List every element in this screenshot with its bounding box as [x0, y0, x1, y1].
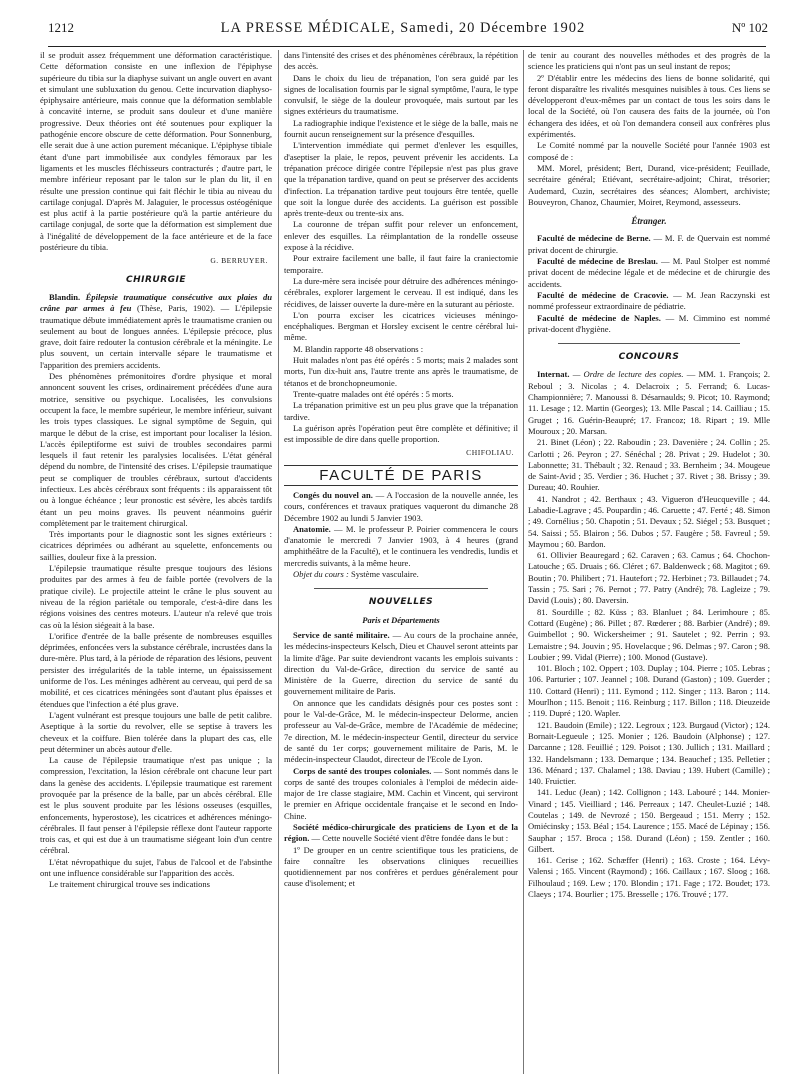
paragraph: MM. Morel, président; Bert, Durand, vice-président; Feuillade, secrétaire général; Etiévant, secrétaire-adjoint; Chirat, trésorier; Audemard, Cuzin, secrétaires des séances; Alombert, archiviste; Bouveyron, Chanoz, Chaumier, Moiret, Reymond, assesseurs.: [528, 162, 770, 207]
paragraph: dans l'intensité des crises et des phénomènes cérébraux, la répétition des accès.: [284, 50, 518, 72]
page-header: [48, 20, 768, 44]
issue-number: Nº 102: [731, 20, 768, 35]
paragraph: L'orifice d'entrée de la balle présente de nombreuses esquilles déprimées, enfoncées vers la substance cérébrale, incrustées dans la dure-mère. Plus tard, à la période de réparation des lésions, peuvent persister des irrégularités de la table interne, un épaississement uniforme de l'os. Les méninges adhèrent au cerveau, qui perd de sa mobilité, et ces cicatrices méningées sont d'autant plus épaisses et étendues que l'infection a été plus grave.: [40, 630, 272, 709]
paragraph: Le Comité nommé par la nouvelle Société pour l'année 1903 est composé de :: [528, 140, 770, 162]
ranking-list: 141. Leduc (Jean) ; 142. Collignon ; 143. Labouré ; 144. Monier-Vinard ; 145. Vieilliard ; 146. Perreaux ; 147. Cheulet-Luzié ; 148. Coutelas ; 149. de Nevrozé ; 150. Bergeaud ; 151. Merry ; 152. Omiécinsky ; 153. Béal ; 154. Laurence ; 155. Macé de Lépinay ; 156. Sauphar ; 157. Broca ; 158. Durand (Léon) ; 159. Zentler ; 160. Gilbert.: [528, 787, 770, 854]
paragraph: Des phénomènes prémonitoires d'ordre physique et moral annoncent souvent les crises, ordinairement précédées d'une aura motrice, sensitive ou psychique. Localisées, les convulsions occupent la face, le membre supérieur, le membre inférieur, suivant les trois types classiques. Le signal symptôme de Seguin, qui marque le début de la crise, est important pour localiser la lésion. L'accès épileptiforme est suivi de troubles secondaires parmi lesquels il faut retenir les paralysies localisées. L'état général dépend du nombre, de l'intensité des crises. L'épilepsie traumatique peut se compliquer de troubles cérébraux, surtout d'accidents infectieux. Les abcès cérébraux sont fréquents : ils apparaissent tôt ou à longue échéance ; leur pronostic est sévère, les abcès tardifs étant un peu moins graves. Ils peuvent néanmoins guérir complètement par le traitement chirurgical.: [40, 371, 272, 528]
notice-paragraph: [284, 822, 518, 845]
paragraph: La guérison après l'opération peut être complète et définitive; il est impossible de dire dans quelle proportion.: [284, 422, 518, 445]
column-2: [284, 50, 518, 1074]
review-paragraph: [40, 292, 272, 371]
ranking-list: 121. Baudoin (Emile) ; 122. Legroux ; 123. Burgaud (Victor) ; 124. Bornait-Legueule ; 125. Monier ; 126. Baudoin (Alphonse) ; 127. Darcanne ; 128. Feuillié ; 129. Poisot ; 130. Jullich ; 131. Maillard ; 132. Handelsmann ; 133. Demarque ; 134. Beauchef ; 135. Pelletier ; 136. Ménard ; 137. Chalamel ; 138. Daviau ; 139. Hubert (Camille) ; 140. Fruictier.: [528, 719, 770, 787]
notice-title: Faculté de médecine de Naples.: [537, 312, 661, 323]
column-3: [528, 50, 770, 1074]
divider: [558, 343, 740, 344]
notice-text: — M. Cimmino est nommé privat-docent d'hygiène.: [528, 312, 770, 334]
ranking-list: 101. Bloch ; 102. Oppert ; 103. Duplay ; 104. Pierre ; 105. Lebras ; 106. Parturier ; 107. Jeannel ; 108. Durand (Gaston) ; 109. Guerder ; 110. Cottard (Henri) ; 111. Eymond ; 112. Singer ; 113. Baron ; 114. Mourlhon ; 115. Benoit ; 116. Reinburg ; 117. Billon ; 118. Dieuzeide ; 119. Dupré ; 120. Wapler.: [528, 663, 770, 719]
column-divider: [278, 50, 279, 1074]
faculty-heading: FACULTÉ DE PARIS: [284, 465, 518, 486]
subsection-heading: Paris et Départements: [362, 614, 440, 625]
notice-title: Corps de santé des troupes coloniales.: [293, 765, 432, 776]
review-author: Blandin.: [49, 291, 81, 302]
ranking-list: 81. Sourdille ; 82. Küss ; 83. Blanluet ; 84. Lerimhoure ; 85. Cottard (Eugène) ; 86. Pillet ; 87. Rœderer ; 88. Barbier (André) ; 89. Guimbellot ; 90. Wickersheimer ; 91. Sautelet ; 92. Perrin ; 93. Lemaistre ; 94. Jouvin ; 95. Hovelacque ; 96. Delmas ; 97. Caron ; 98. Loubier ; 99. Vidal (Pierre) ; 100. Monod (Gustave).: [528, 606, 770, 662]
paragraph: il se produit assez fréquemment une déformation caractéristique. Cette déformation consiste en une inflexion de l'épiphyse supérieure du tibia sur la diaphyse suivant un angle ouvert en avant et simulant une subluxation du genou. Cette incurvation diaphyso-épiphysaire antérieure, mais connue que la déformation semblable à concavité interne, se produit sans douleur et d'une manière progressive. Deux théories ont été soutenues pour expliquer la pathogénie encore obscure de cette déformation. Pour Sonnenburg, elle serait due à une action purement mécanique. L'épiphyse tibiale étant d'une part immobilisée aux condyles fémoraux par les ligaments et les muscles fléchisseurs contracturés ; d'autre part, le membre inférieur reposant par le talon sur le plan du lit, il en résulte une pression continue qui fait fléchir le tibia au niveau du cartilage conjugal. D'après M. Jalaguier, le processus ostéogénique est plus actif à la partie postérieure qu'à la partie antérieure du cartilage conjugal, de sorte que la déformation est simplement due à l'inégalité de développement de la face antérieure et de la face postérieure du tibia.: [40, 50, 272, 253]
ranking-list: 41. Nandrot ; 42. Berthaux ; 43. Vigueron d'Heucqueville ; 44. Labadie-Lagrave ; 45. Poupardin ; 46. Caruette ; 47. Ferté ; 48. Simon ; 49. Cornélius ; 50. Chapotin ; 51. Devaux ; 52. Siégel ; 53. Busquet ; 54. Saissi ; 55. Blairon ; 56. Dubos ; 57. Faugère ; 58. Favreul ; 59. Maymou ; 60. Bardon.: [528, 493, 770, 549]
notice-paragraph: [284, 524, 518, 569]
notice-title: Faculté de médecine de Cracovie.: [537, 289, 669, 300]
paragraph: L'état névropathique du sujet, l'abus de l'alcool et de l'absinthe ont une influence considérable sur l'apparition des accès.: [40, 856, 272, 879]
journal-title: LA PRESSE MÉDICALE, Samedi, 20 Décembre 1902: [220, 20, 586, 36]
notice-text: — Sont nommés dans le corps de santé des troupes coloniales à l'emploi de médecin aide-major de 1re classe stagiaire, MM. Cachin et Vincent, qui serviront le premier en Afrique occidentale française et le second en Indo-Chine.: [284, 765, 518, 821]
notice-title: Faculté de médecine de Breslau.: [537, 256, 658, 267]
notice-paragraph: [284, 766, 518, 822]
notice-paragraph: [528, 233, 770, 256]
paragraph: La dure-mère sera incisée pour détruire des adhérences méningo-cérébrales, explorer largement le cerveau. Il est indiqué, dans les récidives, de laisser ouverte la dure-mère en la suturant au périoste.: [284, 275, 518, 309]
paragraph: Dans le choix du lieu de trépanation, l'on sera guidé par les signes de localisation fournis par le signal symptôme, l'aura, le type convulsif, le siège de la douleur provoquée, mais surtout par les signes extérieurs du traumatisme.: [284, 72, 518, 117]
ranking-list: 161. Cerise ; 162. Schæffer (Henri) ; 163. Croste ; 164. Lévy-Valensi ; 165. Vincent (Raymond) ; 166. Caillaux ; 167. Sloog ; 168. Filhoulaud ; 169. Lew ; 170. Blondin ; 171. Fage ; 172. Boudet; 173. Claeys ; 174. Bourlier ; 175. Bresselle ; 176. Trouvé ; 177.: [528, 855, 770, 900]
paragraph: La couronne de trépan suffit pour relever un enfoncement, enlever des esquilles. La réimplantation de la rondelle osseuse expose à la récidive.: [284, 219, 518, 253]
notice-text: — M. le professeur P. Poirier commencera le cours d'anatomie le mercredi 7 Janvier 1903, à 4 heures (grand amphithéâtre de la Faculté), et le continuera les vendredis, lundis et mercredis suivants, à la même heure.: [284, 523, 518, 568]
notice-paragraph: [528, 256, 770, 290]
notice-title: Faculté de médecine de Berne.: [537, 233, 651, 244]
paragraph: Huit malades n'ont pas été opérés : 5 morts; mais 2 malades sont morts, l'un dix-huit ans, l'autre trente ans après le traumatisme, de tétanos et de bronchopneumonie.: [284, 355, 518, 388]
header-rule: [48, 46, 766, 47]
author-signature: CHIFOLIAU.: [466, 448, 514, 458]
notice-text: Système vasculaire.: [350, 569, 419, 580]
notice-paragraph: [528, 369, 770, 437]
divider: [314, 588, 488, 589]
paragraph: 1º De grouper en un centre scientifique tous les praticiens, de faire connaître les observations cliniques recueillies quotidiennement par nos confrères et perdues généralement pour cause d'isolement; et: [284, 844, 518, 889]
notice-title: Anatomie.: [293, 523, 331, 534]
notice-title: Internat.: [537, 369, 570, 380]
paragraph: M. Blandin rapporte 48 observations :: [293, 343, 424, 354]
ranking-list: — MM. 1. François; 2. Reboul ; 3. Nicolas ; 4. Delacroix ; 5. Ferrand; 6. Lucas-Championnière; 7. Manoussi 8. Désarnaulds; 9. Picot; 10. Raymond; 11. Lesage ; 12. Martin (Georges); 13. Mlle Pascal ; 14. Cailliau ; 15. Gruget ; 16. Guérin-Beaupré; 17. Francoz; 18. Ripart ; 19. Mlle Mouroux ; 20. Marsan.: [528, 369, 770, 436]
paragraph: L'épilepsie traumatique résulte presque toujours des lésions produites par des armes à feu de faible portée (revolvers de la pratique civile). Le projectile atteint le crâne le plus souvent au niveau de la région pariétale ou temporale, c'est-à-dire dans les régions voisines des centres moteurs. L'auteur n'a relevé que trois cas où la lésion siégeait à la base.: [40, 563, 272, 630]
paragraph: Le traitement chirurgical trouve ses indications: [49, 879, 210, 890]
notice-title: Congés du nouvel an.: [293, 489, 373, 500]
notice-paragraph: [528, 313, 770, 336]
notice-title: Service de santé militaire.: [293, 629, 390, 640]
review-title: Épilepsie traumatique consécutive aux plaies du crâne par armes à feu: [40, 291, 272, 314]
ranking-list: 21. Binet (Léon) ; 22. Raboudin ; 23. Davenière ; 24. Collin ; 25. Carlotti ; 26. Peyron ; 27. Sénéchal ; 28. Privat ; 29. Hudelot ; 30. Labonnette; 31. Thébault ; 32. Renaud ; 33. Bernheim ; 34. Mougeue de Saint-Avid ; 35. Verdier ; 36. Huchet ; 37. Rivet ; 38. Brissy ; 39. Dureau; 40. Rouhier.: [528, 437, 770, 493]
notice-text: — M. Jean Raczynski est nommé professeur extraordinaire de pédiatrie.: [528, 289, 770, 312]
section-heading: NOUVELLES: [368, 597, 434, 608]
notice-text: — Cette nouvelle Société vient d'être fondée dans le but :: [311, 833, 509, 844]
notice-text: — M. F. de Quervain est nommé privat docent de chirurgie.: [528, 233, 770, 255]
subsection-heading: Étranger.: [631, 216, 667, 227]
review-text: (Thèse, Paris, 1902). — L'épilepsie traumatique débute immédiatement après le traumatisme cranien ou seulement au bout de longues années. L'épilepsie précoce, plus grave, doit faire redouter la contusion cérébrale et la méningite. Le plus souvent, un certain intervalle sépare le traumatisme et l'apparition des premiers accidents.: [40, 303, 272, 370]
notice-paragraph: [284, 490, 518, 524]
paragraph: La trépanation primitive est un peu plus grave que la trépanation tardive.: [284, 400, 518, 422]
notice-label: Objet du cours :: [293, 569, 349, 580]
page-number: 1212: [48, 20, 74, 35]
notice-text: — M. Paul Stolper est nommé privat docent de médecine légale et de médecine et de chirurgie des accidents.: [528, 256, 770, 289]
paragraph: Pour extraire facilement une balle, il faut faire la craniectomie temporaire.: [284, 253, 518, 275]
column-1: [40, 50, 272, 1074]
section-heading: CHIRURGIE: [125, 274, 187, 285]
notice-subtitle: — Ordre de lecture des copies.: [572, 369, 684, 380]
notice-paragraph: [284, 569, 518, 580]
paragraph: L'intervention immédiate qui permet d'enlever les esquilles, d'aseptiser la plaie, le repos, peuvent prévenir les accidents. La trépanation précoce dirigée contre l'épilepsie n'est pas plus grave que la trépanation tardive, quand on peut se préserver des accidents d'infection. La trépanation tardive peut toujours être tentée, quelle que soit la longue durée des accidents. La guérison est possible après trente-deux ou trente-six ans.: [284, 140, 518, 219]
notice-paragraph: [284, 630, 518, 698]
paragraph: L'on pourra exciser les cicatrices vicieuses méningo-encéphaliques. Bergman et Horsley excisent le centre cérébral lui-même.: [284, 309, 518, 343]
paragraph: La radiographie indique l'existence et le siège de la balle, mais ne fournit aucun renseignement sur la présence d'esquilles.: [284, 117, 518, 140]
notice-paragraph: [528, 290, 770, 313]
paragraph: La cause de l'épilepsie traumatique n'est pas unique ; la compression, l'excitation, la lésion cérébrale ont chacune leur part dans la genèse des accidents. L'épilepsie traumatique est rarement provoquée par la présence de la balle, par un abcès cérébral. Elle est le plus souvent produite par les lésions osseuses (esquilles, enfoncements, hyperostose), les cicatrices et adhérences méningo-cérébrales. Il faut penser à l'épilepsie réflexe dont l'auteur rapporte trois cas, et qui est due à un traumatisme siégeant loin d'un centre cérébral.: [40, 755, 272, 856]
column-divider: [523, 50, 524, 1074]
paragraph: L'agent vulnérant est presque toujours une balle de petit calibre. Aseptique à la sortie du revolver, elle se septise à travers les cheveux et la coiffure. Bien tolérée dans la plupart des cas, elle peut déterminer un abcès autour d'elle.: [40, 709, 272, 754]
paragraph: 2º D'établir entre les médecins des liens de bonne solidarité, qui feront disparaître les rivalités mesquines nuisibles à tous. Ces liens se développeront d'eux-mêmes par un contact de tous les soirs dans le local de la Société, où l'on causera des faits de la journée, où l'on échangera des idées, et où l'on demandera conseil aux confrères plus expérimentés.: [528, 72, 770, 140]
author-signature: G. BERRUYER.: [210, 256, 268, 266]
section-heading: CONCOURS: [618, 352, 680, 363]
paragraph: On annonce que les candidats désignés pour ces postes sont : pour le Val-de-Grâce, M. le médecin-inspecteur Delorme, ancien professeur au Val-de-Grâce, membre de l'Académie de médecine; 7e direction, M. le médecin-inspecteur Gentil, directeur du service de santé du 1er corps; gouvernement militaire de Paris, M. le médecin-inspecteur Claudot, directeur de l'Ecole de Lyon.: [284, 697, 518, 765]
notice-text: — A l'occasion de la nouvelle année, les cours, conférences et travaux pratiques vaqueront du dimanche 28 Décembre 1902 au lundi 5 Janvier 1903.: [284, 489, 518, 523]
paragraph: de tenir au courant des nouvelles méthodes et des progrès de la science les praticiens qui n'ont pas un seul instant de repos;: [528, 50, 770, 72]
paragraph: Très importants pour le diagnostic sont les signes extérieurs : cicatrices déprimées ou adhérant au squelette, enfoncements ou saillies, douleur fixe à la pression.: [40, 529, 272, 562]
paragraph: Trente-quatre malades ont été opérés : 5 morts.: [293, 388, 454, 399]
notice-text: — Au cours de la prochaine année, les médecins-inspecteurs Kelsch, Dieu et Chauvel seront atteints par la limite d'âge. Par suite deviendront vacants les emplois suivants : direction du Val-de-Grâce, direction du service de santé au Ministère de la Guerre, direction du service de santé du gouvernement militaire de Paris.: [284, 629, 518, 697]
notice-title: Société médico-chirurgicale des praticiens de Lyon et de la région.: [284, 822, 518, 844]
ranking-list: 61. Ollivier Beauregard ; 62. Caraven ; 63. Camus ; 64. Chochon-Latouche ; 65. Druais ; 66. Cléret ; 67. Baldenweck ; 68. Magitot ; 69. Boutin ; 70. Philibert ; 71. Hautefort ; 72. Herbinet ; 73. Billaudet ; 74. Tassin ; 75. Sari ; 76. Pernot ; 77. Patry (André); 78. Lagleize ; 79. David (Louis) ; 80. Daversin.: [528, 550, 770, 606]
